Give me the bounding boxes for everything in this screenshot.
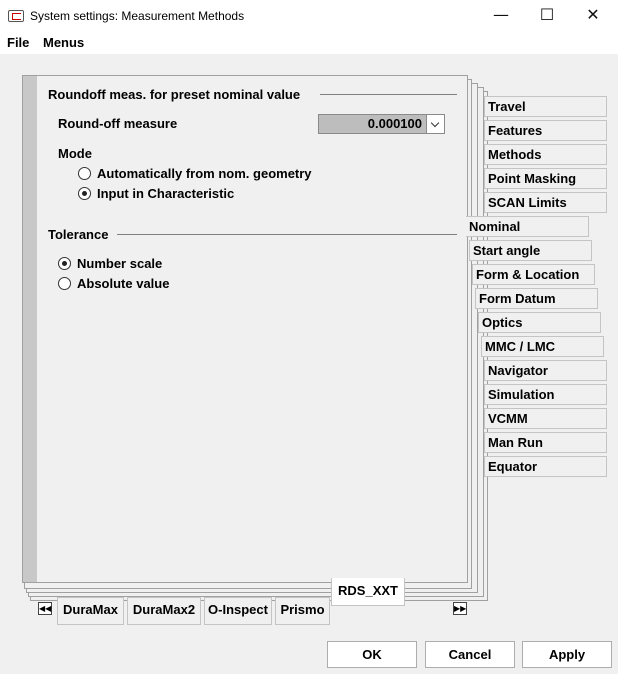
- tab-scroll-right-icon[interactable]: ▶▶: [454, 604, 467, 613]
- title-bar: [0, 0, 618, 32]
- tab-duramax[interactable]: DuraMax: [57, 597, 124, 625]
- mode-auto-label[interactable]: Automatically from nom. geometry: [97, 166, 312, 181]
- tab-scroll-left-icon[interactable]: ◀◀: [39, 604, 52, 613]
- maximize-button[interactable]: ☐: [539, 5, 555, 24]
- tab-simulation[interactable]: Simulation: [484, 384, 607, 405]
- mode-characteristic-label[interactable]: Input in Characteristic: [97, 186, 235, 201]
- tab-vcmm[interactable]: VCMM: [484, 408, 607, 429]
- number-scale-label[interactable]: Number scale: [77, 256, 163, 271]
- section-divider: [117, 234, 457, 235]
- tab-o-inspect[interactable]: O-Inspect: [204, 597, 272, 625]
- tab-prismo[interactable]: Prismo: [275, 597, 330, 625]
- minimize-button[interactable]: —: [493, 5, 509, 24]
- tab-navigator[interactable]: Navigator: [484, 360, 607, 381]
- number-scale-radio[interactable]: [58, 257, 71, 270]
- tab-travel[interactable]: Travel: [484, 96, 607, 117]
- mode-auto-radio[interactable]: [78, 167, 91, 180]
- roundoff-dropdown-button[interactable]: [427, 114, 445, 134]
- tab-scan-limits[interactable]: SCAN Limits: [484, 192, 607, 213]
- panel-stripe: [23, 76, 37, 582]
- tab-man-run[interactable]: Man Run: [484, 432, 607, 453]
- tab-rds-xxt[interactable]: RDS_XXT: [331, 578, 405, 606]
- menu-menus[interactable]: Menus: [43, 35, 85, 50]
- tab-point-masking[interactable]: Point Masking: [484, 168, 607, 189]
- tab-form-location[interactable]: Form & Location: [472, 264, 595, 285]
- mode-label: Mode: [58, 146, 92, 161]
- apply-button[interactable]: Apply: [522, 641, 612, 668]
- mode-characteristic-radio[interactable]: [78, 187, 91, 200]
- ok-button[interactable]: OK: [327, 641, 417, 668]
- roundoff-measure-value[interactable]: 0.000100: [318, 114, 427, 134]
- app-icon: [8, 10, 24, 22]
- window-title: System settings: Measurement Methods: [30, 9, 245, 23]
- tab-start-angle[interactable]: Start angle: [469, 240, 592, 261]
- tab-equator[interactable]: Equator: [484, 456, 607, 477]
- tab-nominal[interactable]: Nominal: [466, 216, 589, 237]
- tab-form-datum[interactable]: Form Datum: [475, 288, 598, 309]
- absolute-value-label[interactable]: Absolute value: [77, 276, 170, 291]
- tab-mmc-lmc[interactable]: MMC / LMC: [481, 336, 604, 357]
- tab-methods[interactable]: Methods: [484, 144, 607, 165]
- menu-file[interactable]: File: [7, 35, 30, 50]
- tab-features[interactable]: Features: [484, 120, 607, 141]
- menu-bar: [0, 32, 618, 54]
- section-divider: [320, 94, 457, 95]
- cancel-button[interactable]: Cancel: [425, 641, 515, 668]
- roundoff-measure-label: Round-off measure: [58, 116, 178, 131]
- tolerance-section-title: Tolerance: [48, 227, 112, 242]
- roundoff-section-title: Roundoff meas. for preset nominal value: [48, 87, 304, 102]
- tab-optics[interactable]: Optics: [478, 312, 601, 333]
- close-button[interactable]: ✕: [586, 5, 600, 24]
- absolute-value-radio[interactable]: [58, 277, 71, 290]
- tab-duramax2[interactable]: DuraMax2: [127, 597, 201, 625]
